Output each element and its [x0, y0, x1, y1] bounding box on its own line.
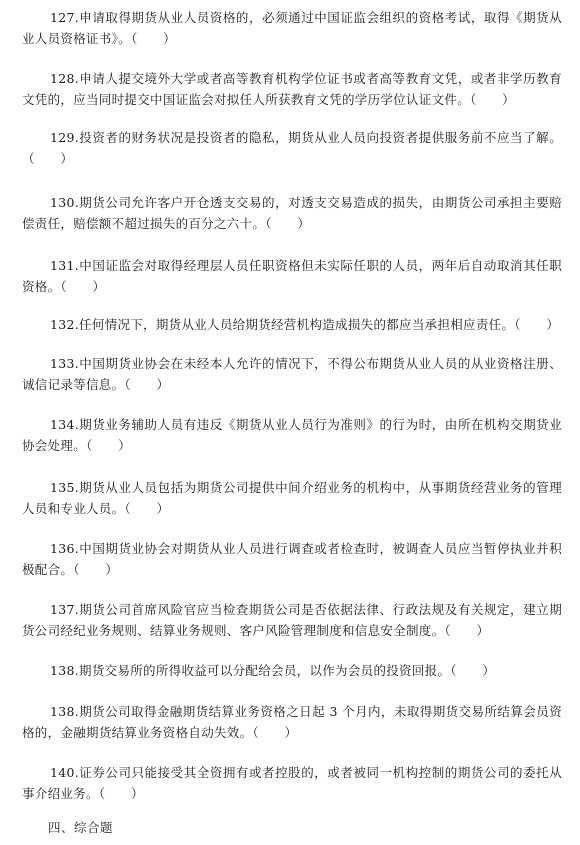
section-title: 四、综合题 [48, 820, 114, 835]
question-text: 期货从业人员包括为期货公司提供中间介绍业务的机构中，从事期货经营业务的管理人员和专业人员。（ ） [22, 480, 562, 516]
question-text: 中国证监会对取得经理层人员任职资格但未实际任职的人员，两年后自动取消其任职资格。（ ） [22, 258, 562, 294]
question-130 [22, 192, 562, 234]
question-text: 申请取得期货从业人员资格的，必须通过中国证监会组织的资格考试，取得《期货从业人员资格证书》。（ ） [22, 10, 562, 46]
question-136 [22, 538, 562, 580]
question-text: 中国期货业协会对期货从业人员进行调查或者检查时，被调查人员应当暂停执业并积极配合。（ ） [22, 541, 562, 577]
question-text: 期货公司允许客户开仓透支交易的，对透支交易造成的损失，由期货公司承担主要赔偿责任，赔偿额不超过损失的百分之六十。（ ） [22, 195, 562, 231]
question-132 [22, 314, 562, 335]
question-number: 130. [50, 195, 80, 210]
question-number: 140. [50, 765, 80, 780]
question-number: 136. [50, 541, 80, 556]
question-number: 127. [50, 10, 80, 25]
question-text: 任何情况下，期货从业人员给期货经营机构造成损失的都应当承担相应责任。（ ） [79, 317, 560, 332]
question-128 [22, 68, 562, 110]
question-number: 137. [50, 602, 80, 617]
question-number: 138. [50, 704, 80, 719]
question-133 [22, 353, 562, 395]
question-number: 131. [50, 258, 80, 273]
question-137 [22, 599, 562, 641]
question-131 [22, 255, 562, 297]
question-text: 中国期货业协会在未经本人允许的情况下，不得公布期货从业人员的从业资格注册、诚信记录等信息。（ ） [22, 356, 562, 392]
question-number: 138. [50, 663, 80, 678]
question-140 [22, 762, 562, 804]
question-number: 129. [50, 130, 80, 145]
question-text: 投资者的财务状况是投资者的隐私，期货从业人员向投资者提供服务前不应当了解。（ ） [22, 130, 562, 166]
question-text: 期货业务辅助人员有违反《期货从业人员行为准则》的行为时，由所在机构交期货业协会处理。（ ） [22, 417, 562, 453]
question-135 [22, 477, 562, 519]
question-text: 期货交易所的所得收益可以分配给会员，以作为会员的投资回报。（ ） [79, 663, 496, 678]
question-number: 133. [50, 356, 80, 371]
question-129 [22, 127, 562, 169]
question-number: 128. [50, 71, 80, 86]
question-number: 134. [50, 417, 80, 432]
question-138a [22, 660, 562, 681]
question-134 [22, 414, 562, 456]
question-text: 期货公司首席风险官应当检查期货公司是否依据法律、行政法规及有关规定，建立期货公司经纪业务规则、结算业务规则、客户风险管理制度和信息安全制度。（ ） [22, 602, 562, 638]
question-127 [22, 7, 562, 49]
question-number: 135. [50, 480, 80, 495]
question-text: 申请人提交境外大学或者高等教育机构学位证书或者高等教育文凭，或者非学历教育文凭的，应当同时提交中国证监会对拟任人所获教育文凭的学历学位认证文件。（ ） [22, 71, 562, 107]
question-138b [22, 701, 562, 743]
question-text: 期货公司取得金融期货结算业务资格之日起 3 个月内，未取得期货交易所结算会员资格的，金融期货结算业务资格自动失效。（ ） [22, 704, 562, 740]
question-text: 证券公司只能接受其全资拥有或者控股的，或者被同一机构控制的期货公司的委托从事介绍业务。（ ） [22, 765, 562, 801]
question-number: 132. [50, 317, 80, 332]
